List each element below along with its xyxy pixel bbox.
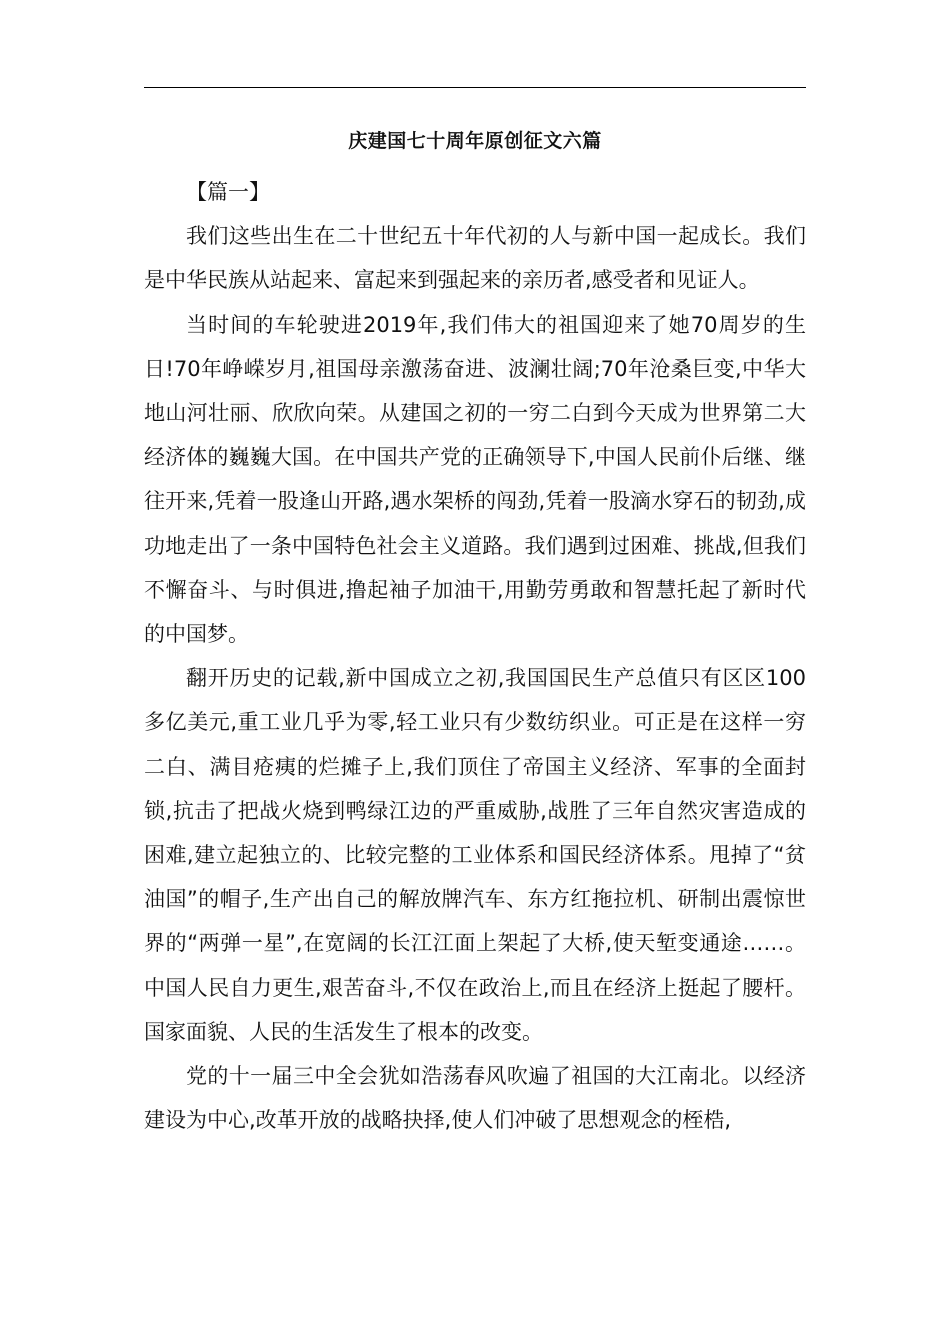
paragraph: 党的十一届三中全会犹如浩荡春风吹遍了祖国的大江南北。以经济建设为中心,改革开放的战略抉择,使人们冲破了思想观念的桎梏,: [144, 1064, 806, 1133]
document-title: 庆建国七十周年原创征文六篇: [348, 130, 602, 152]
document-body: [144, 170, 806, 1142]
paragraph: 当时间的车轮驶进2019年,我们伟大的祖国迎来了她70周岁的生日!70年峥嵘岁月,祖国母亲激荡奋进、波澜壮阔;70年沧桑巨变,中华大地山河壮丽、欣欣向荣。从建国之初的一穷二白到今天成为世界第二大经济体的巍巍大国。在中国共产党的正确领导下,中国人民前仆后继、继往开来,凭着一股逢山开路,遇水架桥的闯劲,凭着一股滴水穿石的韧劲,成功地走出了一条中国特色社会主义道路。我们遇到过困难、挑战,但我们不懈奋斗、与时俱进,撸起袖子加油干,用勤劳勇敢和智慧托起了新时代的中国梦。: [144, 312, 806, 647]
header-rule: [144, 87, 806, 88]
section-label: 【篇一】: [186, 180, 270, 204]
paragraph: 我们这些出生在二十世纪五十年代初的人与新中国一起成长。我们是中华民族从站起来、富起来到强起来的亲历者,感受者和见证人。: [144, 224, 806, 293]
paragraph: 翻开历史的记载,新中国成立之初,我国国民生产总值只有区区100多亿美元,重工业几乎为零,轻工业只有少数纺织业。可正是在这样一穷二白、满目疮痍的烂摊子上,我们顶住了帝国主义经济、军事的全面封锁,抗击了把战火烧到鸭绿江边的严重威胁,战胜了三年自然灾害造成的困难,建立起独立的、比较完整的工业体系和国民经济体系。甩掉了“贫油国”的帽子,生产出自己的解放牌汽车、东方红拖拉机、研制出震惊世界的“两弹一星”,在宽阔的长江江面上架起了大桥,使天堑变通途……。中国人民自力更生,艰苦奋斗,不仅在政治上,而且在经济上挺起了腰杆。国家面貌、人民的生活发生了根本的改变。: [144, 666, 806, 1044]
